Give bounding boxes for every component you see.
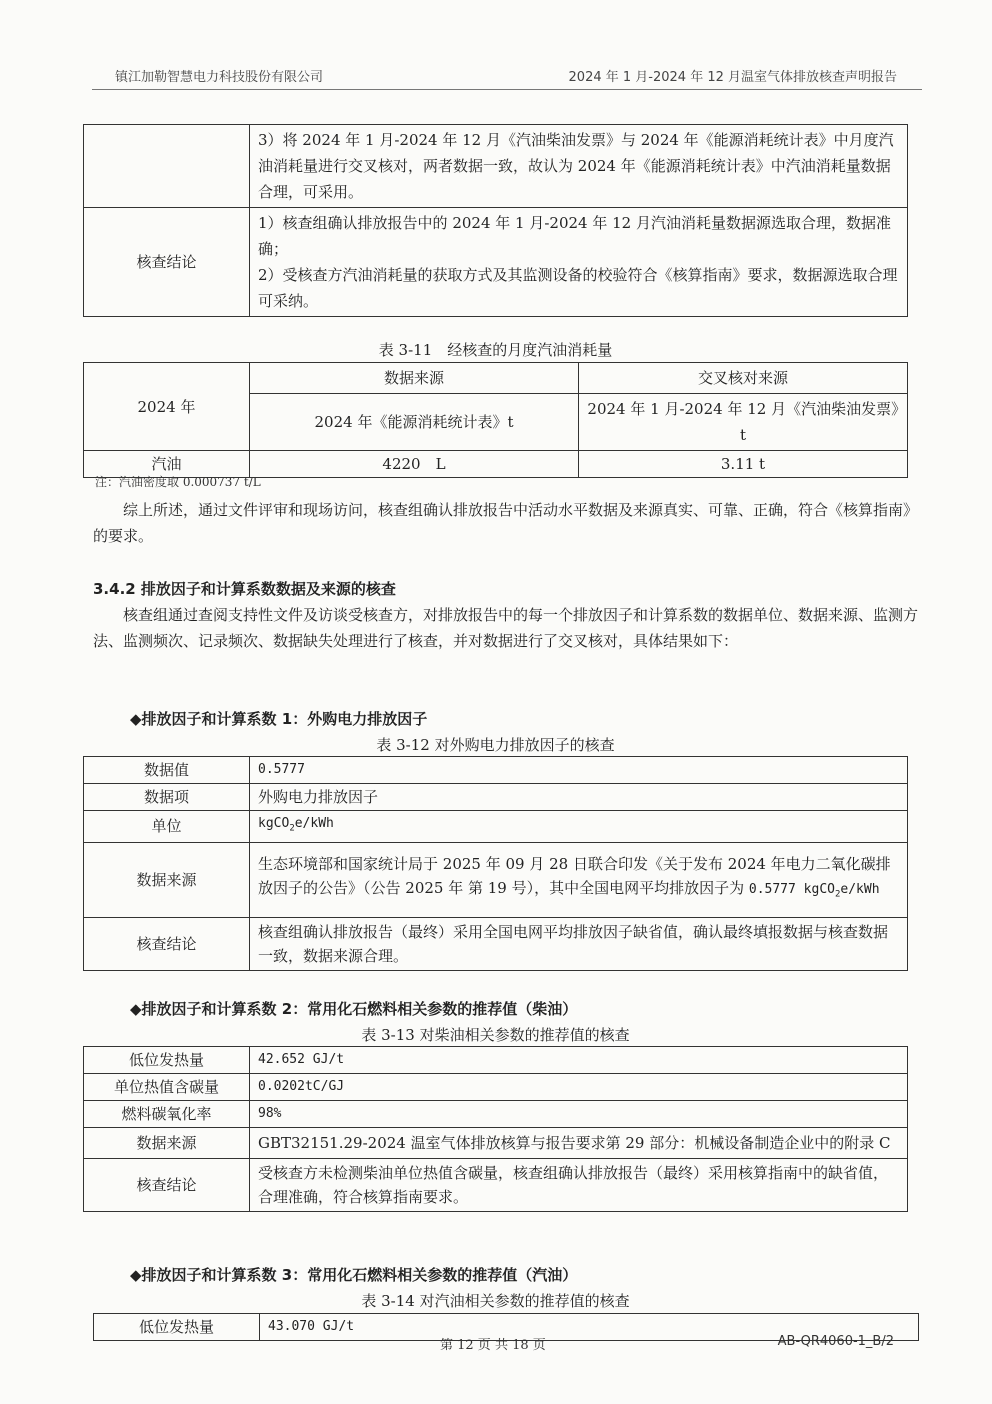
summary-paragraph: 综上所述，通过文件评审和现场访问，核查组确认排放报告中活动水平数据及来源真实、可靠、正确，符合《核算指南》的要求。: [93, 501, 911, 545]
t313-label-ncv: 低位发热量: [84, 1047, 250, 1074]
t313-data-carbon: 0.0202tC/GJ: [250, 1074, 908, 1101]
table-3-11: [83, 362, 908, 478]
table-3-11-note: 注：汽油密度取 0.000737 t/L: [95, 475, 261, 489]
t312-data-item: 外购电力排放因子: [250, 784, 908, 811]
t313-label-conclusion: 核查结论: [84, 1159, 250, 1212]
page-number: 第 12 页 共 18 页: [440, 1338, 546, 1353]
header-report-title: 2024 年 1 月-2024 年 12 月温室气体排放核查声明报告: [568, 70, 897, 85]
col-header-source: 数据来源: [250, 363, 579, 394]
t313-data-source: GBT32151.29-2024 温室气体排放核算与报告要求第 29 部分：机械设备制造企业中的附录 C: [250, 1128, 908, 1159]
conclusion-item-1: 1）核查组确认排放报告中的 2024 年 1 月-2024 年 12 月汽油消耗量数据源选取合理，数据准确；: [258, 214, 891, 258]
t313-label-carbon: 单位热值含碳量: [84, 1074, 250, 1101]
document-code: AB-QR4060-1_B/2: [777, 1334, 894, 1349]
sub-header-source: 2024 年《能源消耗统计表》t: [250, 394, 579, 451]
col-header-cross-source: 交叉核对来源: [579, 363, 908, 394]
factor1-heading: ◆排放因子和计算系数 1：外购电力排放因子: [130, 710, 428, 728]
table-3-13-caption: 表 3-13 对柴油相关参数的推荐值的核查: [361, 1026, 630, 1044]
conclusion-item-2: 2）受核查方汽油消耗量的获取方式及其监测设备的校验符合《核算指南》要求，数据源选取合理可采纳。: [258, 266, 898, 310]
row-label-gasoline: 汽油: [84, 451, 250, 478]
t313-label-oxidation: 燃料碳氧化率: [84, 1101, 250, 1128]
header-company: 镇江加勒智慧电力科技股份有限公司: [115, 70, 324, 85]
table-3-11-caption: 表 3-11 经核查的月度汽油消耗量: [378, 341, 613, 359]
t312-label-source: 数据来源: [84, 842, 250, 917]
t312-label-item: 数据项: [84, 784, 250, 811]
t313-data-conclusion: 受核查方未检测柴油单位热值含碳量，核查组确认排放报告（最终）采用核算指南中的缺省值，合理准确，符合核算指南要求。: [250, 1159, 908, 1212]
table-3-14-caption: 表 3-14 对汽油相关参数的推荐值的核查: [361, 1292, 630, 1310]
empty-label-cell: [84, 125, 250, 208]
conclusion-label: 核查结论: [84, 208, 250, 317]
section-title: 3.4.2 排放因子和计算系数数据及来源的核查: [93, 580, 396, 598]
conclusion-cell: [250, 208, 908, 317]
t312-label-value: 数据值: [84, 757, 250, 784]
t313-label-source: 数据来源: [84, 1128, 250, 1159]
header-divider: [92, 89, 922, 90]
t314-data-ncv: 43.070 GJ/t: [260, 1314, 919, 1341]
t312-label-conclusion: 核查结论: [84, 917, 250, 970]
gasoline-value-cross: 3.11 t: [579, 451, 908, 478]
table-3-12: [83, 756, 908, 971]
table-3-12-caption: 表 3-12 对外购电力排放因子的核查: [376, 736, 615, 754]
t313-data-oxidation: 98%: [250, 1101, 908, 1128]
cross-check-text: 3）将 2024 年 1 月-2024 年 12 月《汽油柴油发票》与 2024 年《能源消耗统计表》中月度汽油消耗量进行交叉核对，两者数据一致，故认为 2024 年《能源消耗统计表》中汽油消耗量数据合理，可采用。: [250, 125, 908, 208]
t312-data-value: 0.5777: [250, 757, 908, 784]
t312-data-source: 生态环境部和国家统计局于 2025 年 09 月 28 日联合印发《关于发布 2024 年电力二氧化碳排放因子的公告》（公告 2025 年 第 19 号），其中全国电网平均排放因子为 0.5777 kgCO$_2$e/kWh: [250, 842, 908, 917]
t314-label-ncv: 低位发热量: [94, 1314, 260, 1341]
section-body: 核查组通过查阅支持性文件及访谈受核查方，对排放报告中的每一个排放因子和计算系数的数据单位、数据来源、监测方法、监测频次、记录频次、数据缺失处理进行了核查，并对数据进行了交叉核对，具体结果如下：: [93, 606, 919, 650]
factor2-heading: ◆排放因子和计算系数 2：常用化石燃料相关参数的推荐值（柴油）: [130, 1000, 578, 1018]
table-3-13: [83, 1046, 908, 1212]
t312-data-conclusion: 核查组确认排放报告（最终）采用全国电网平均排放因子缺省值，确认最终填报数据与核查数据一致，数据来源合理。: [250, 917, 908, 970]
gasoline-value-source: 4220 L: [250, 451, 579, 478]
t312-label-unit: 单位: [84, 811, 250, 843]
sub-header-cross-source: 2024 年 1 月-2024 年 12 月《汽油柴油发票》t: [579, 394, 908, 451]
year-cell: 2024 年: [84, 363, 250, 451]
cross-check-table: [83, 124, 908, 317]
t313-data-ncv: 42.652 GJ/t: [250, 1047, 908, 1074]
t312-data-unit: kgCO$_2$e/kWh: [250, 811, 908, 843]
factor3-heading: ◆排放因子和计算系数 3：常用化石燃料相关参数的推荐值（汽油）: [130, 1266, 578, 1284]
